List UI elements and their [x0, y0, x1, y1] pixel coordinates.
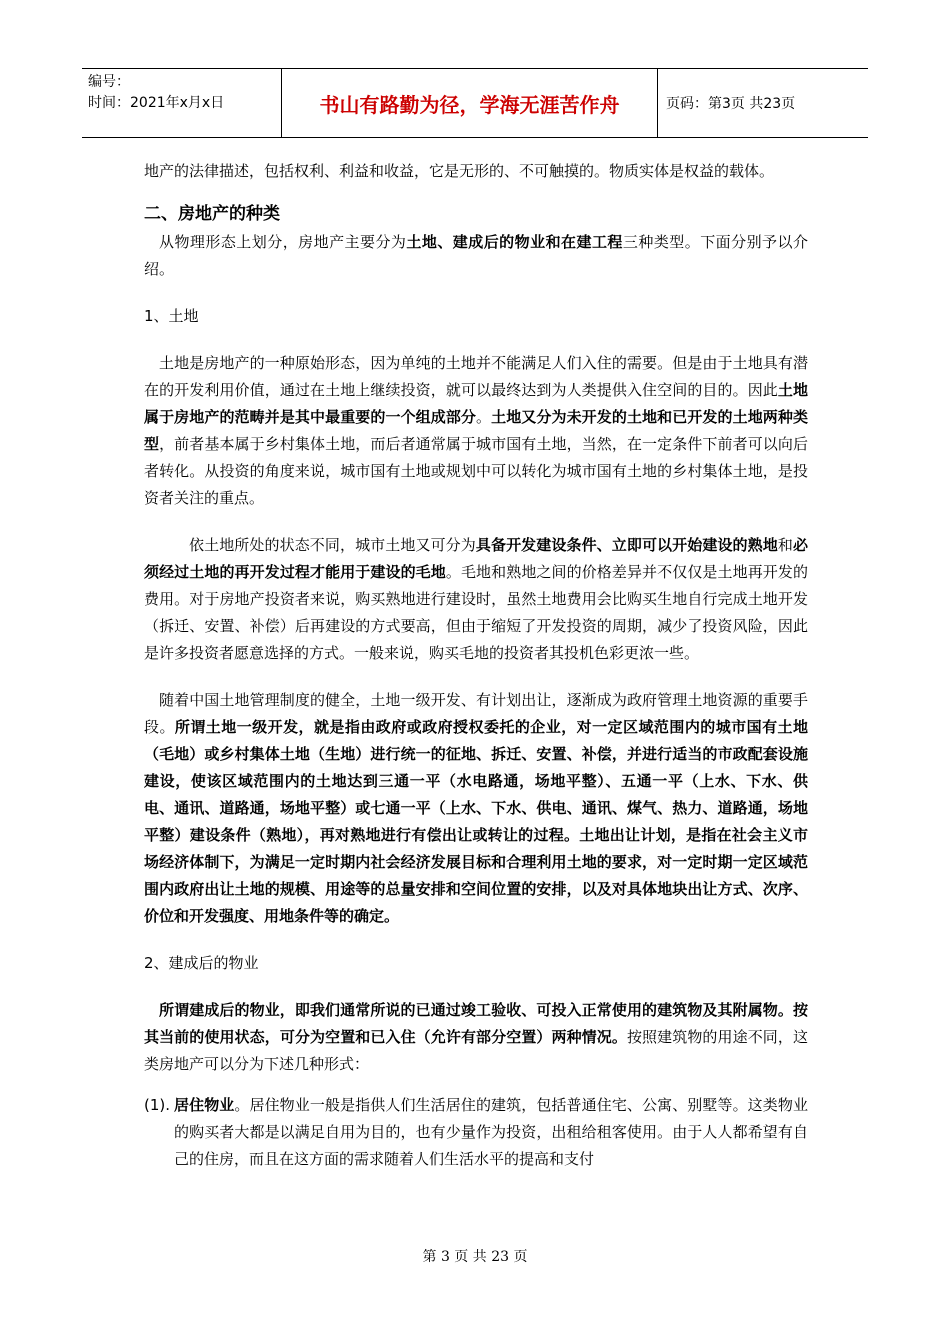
bold-emphasis: 土地、建成后的物业和在建工程 [406, 233, 623, 251]
paragraph-land-states: 依土地所处的状态不同，城市土地又可分为具备开发建设条件、立即可以开始建设的熟地和必须经过土地的再开发过程才能用于建设的毛地。毛地和熟地之间的价格差异并不仅仅是土地再开发的费用。对于房地产投资者来说，购买熟地进行建设时，虽然土地费用会比购买生地自行完成土地开发（拆迁、安置、补偿）后再建设的方式要高，但由于缩短了开发投资的周期，减少了投资风险，因此是许多投资者愿意选择的方式。一般来说，购买毛地的投资者其投机色彩更浓一些。 [144, 536, 808, 662]
list-item-residential: (1). 居住物业。居住物业一般是指供人们生活居住的建筑，包括普通住宅、公寓、别墅等。这类物业的购买者大都是以满足自用为目的，也有少量作为投资，出租给租客使用。由于人人都希望有自己的住房，而且在这方面的需求随着人们生活水平的提高和支付 [144, 1092, 808, 1173]
bold-emphasis: 具备开发建设条件、立即可以开始建设的熟地 [475, 536, 778, 554]
document-time: 时间：2021年x月x日 [88, 95, 225, 111]
list-number: (1). [144, 1096, 171, 1114]
subheading-completed-property: 2、建成后的物业 [144, 954, 259, 972]
header-page-info: 页码：第3页 共23页 [666, 96, 796, 112]
header-meta [82, 69, 282, 137]
section-heading-types: 二、房地产的种类 [144, 204, 280, 224]
paragraph-land-primary-development: 随着中国土地管理制度的健全，土地一级开发、有计划出让，逐渐成为政府管理土地资源的重要手段。所谓土地一级开发，就是指由政府或政府授权委托的企业，对一定区域范围内的城市国有土地（毛地）或乡村集体土地（生地）进行统一的征地、拆迁、安置、补偿，并进行适当的市政配套设施建设，使该区域范围内的土地达到三通一平（水电路通，场地平整）、五通一平（上水、下水、供电、通讯、道路通，场地平整）或七通一平（上水、下水、供电、通讯、煤气、热力、道路通，场地平整）建设条件（熟地），再对熟地进行有偿出让或转让的过程。土地出让计划，是指在社会主义市场经济体制下，为满足一定时期内社会经济发展目标和合理利用土地的要求，对一定时期一定区域范围内政府出让土地的规模、用途等的总量安排和空间位置的安排，以及对具体地块出让方式、次序、价位和开发强度、用地条件等的确定。 [144, 691, 808, 925]
paragraph-intro-continued: 地产的法律描述，包括权利、利益和收益，它是无形的、不可触摸的。物质实体是权益的载体。 [144, 162, 775, 180]
paragraph-types-overview: 从物理形态上划分，房地产主要分为土地、建成后的物业和在建工程三种类型。下面分别予以介绍。 [144, 233, 808, 278]
document-body [144, 158, 808, 1173]
header-motto: 书山有路勤为径，学海无涯苦作舟 [282, 69, 658, 137]
page-footer: 第 3 页 共 23 页 [422, 1249, 528, 1265]
bold-emphasis: 必须经过土地的再开发过程才能用于建设的毛地 [144, 536, 808, 581]
bold-emphasis: 居住物业 [174, 1096, 235, 1114]
page-header [82, 68, 868, 138]
paragraph-land-definition: 土地是房地产的一种原始形态，因为单纯的土地并不能满足人们入住的需要。但是由于土地具有潜在的开发利用价值，通过在土地上继续投资，就可以最终达到为人类提供入住空间的目的。因此土地属于房地产的范畴并是其中最重要的一个组成部分。土地又分为未开发的土地和已开发的土地两种类型，前者基本属于乡村集体土地，而后者通常属于城市国有土地，当然，在一定条件下前者可以向后者转化。从投资的角度来说，城市国有土地或规划中可以转化为城市国有土地的乡村集体土地，是投资者关注的重点。 [144, 354, 808, 507]
document-number-label: 编号： [88, 74, 130, 90]
bold-emphasis: 土地又分为未开发的土地和已开发的土地两种类型 [144, 408, 808, 453]
bold-emphasis: 所谓土地一级开发，就是指由政府或政府授权委托的企业，对一定区域范围内的城市国有土地（毛地）或乡村集体土地（生地）进行统一的征地、拆迁、安置、补偿，并进行适当的市政配套设施建设，使该区域范围内的土地达到三通一平（水电路通，场地平整）、五通一平（上水、下水、供电、通讯、道路通，场地平整）或七通一平（上水、下水、供电、通讯、煤气、热力、道路通，场地平整）建设条件（熟地），再对熟地进行有偿出让或转让的过程。土地出让计划，是指在社会主义市场经济体制下，为满足一定时期内社会经济发展目标和合理利用土地的要求，对一定时期一定区域范围内政府出让土地的规模、用途等的总量安排和空间位置的安排，以及对具体地块出让方式、次序、价位和开发强度、用地条件等的确定。 [144, 718, 808, 925]
bold-emphasis: 所谓建成后的物业，即我们通常所说的已通过竣工验收、可投入正常使用的建筑物及其附属物。按其当前的使用状态，可分为空置和已入住（允许有部分空置）两种情况。 [144, 1001, 808, 1046]
paragraph-completed-property: 所谓建成后的物业，即我们通常所说的已通过竣工验收、可投入正常使用的建筑物及其附属物。按其当前的使用状态，可分为空置和已入住（允许有部分空置）两种情况。按照建筑物的用途不同，这类房地产可以分为下述几种形式： [144, 1001, 808, 1073]
bold-emphasis: 土地属于房地产的范畴并是其中最重要的一个组成部分 [144, 381, 808, 426]
subheading-land: 1、土地 [144, 307, 199, 325]
